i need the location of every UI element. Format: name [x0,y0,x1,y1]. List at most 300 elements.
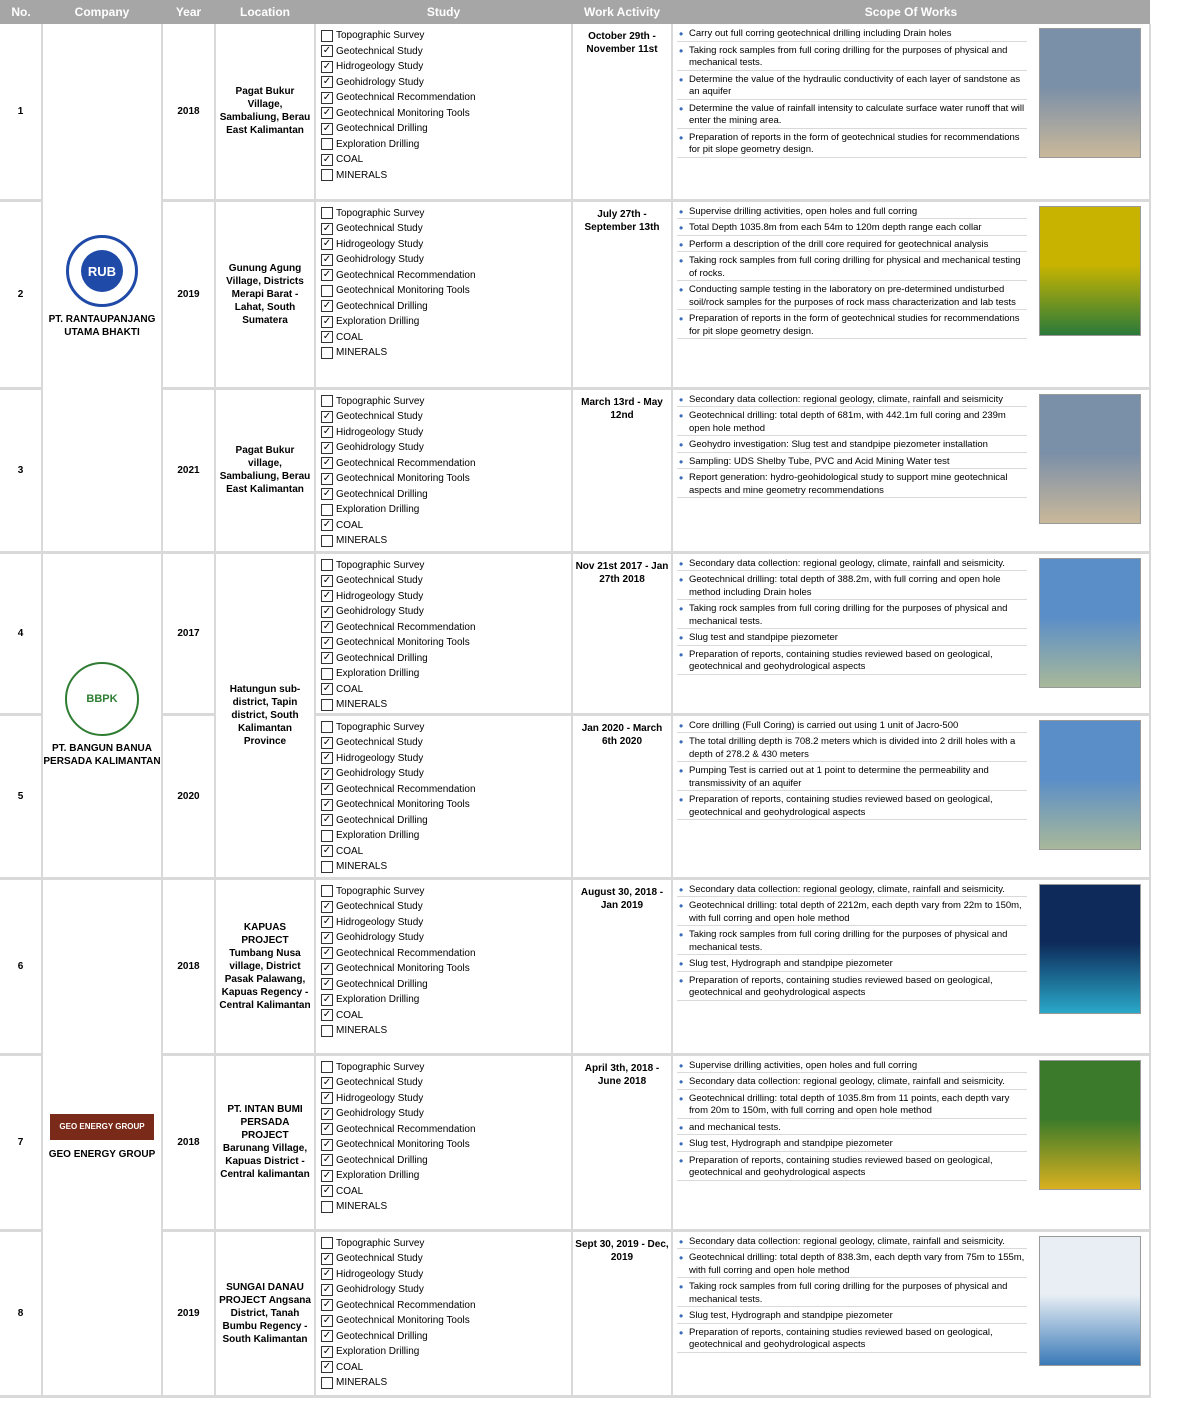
company-cell [42,878,162,1396]
work-activity: April 3th, 2018 - June 2018 [572,1054,672,1230]
table-row [0,388,1150,552]
study-item[interactable] [316,813,571,829]
row-number: 7 [0,1054,42,1230]
study-item[interactable] [316,471,571,487]
scope-list [673,1060,1027,1181]
study-item[interactable] [316,1008,571,1024]
scope-item: • Total Depth 1035.8m from each 54m to 120m depth range each collar [677,222,1027,236]
study-label: Geotechnical Study [336,1077,423,1089]
study-item[interactable] [316,1282,571,1298]
study-label: Geotechnical Recommendation [336,1299,476,1311]
scope-item: • Determine the value of rainfall intensity to calculate surface water runoff that will enter the mining area. [677,103,1027,129]
study-item[interactable] [316,782,571,798]
study-label: Geotechnical Recommendation [336,92,476,104]
scope-item: • Taking rock samples from full coring drilling for the purposes of physical and mechanical tests. [677,1281,1027,1307]
checkbox[interactable]: ✓ [322,91,332,103]
study-label: Geotechnical Monitoring Tools [336,963,470,975]
study-item[interactable] [316,345,571,361]
scope-item: • Geotechnical drilling: total depth of 2212m, each depth vary from 22m to 150m, with full corring and open hole method [677,900,1027,926]
checkbox[interactable]: ✓ [322,1138,332,1150]
checkbox[interactable] [321,1201,333,1213]
study-item[interactable] [316,766,571,782]
row-number: 6 [0,878,42,1054]
study-label: Exploration Drilling [336,668,420,680]
study-label: Exploration Drilling [336,1170,420,1182]
checkbox[interactable]: ✓ [322,1268,332,1280]
scope-item: • Carry out full corring geotechnical drilling including Drain holes [677,28,1027,42]
study-item[interactable] [316,977,571,993]
study-label: MINERALS [336,535,388,547]
study-item[interactable] [316,1251,571,1267]
study-label: COAL [336,1361,364,1373]
checkbox[interactable]: ✓ [322,153,332,165]
scope-item: • Slug test, Hydrograph and standpipe piezometer [677,958,1027,972]
study-label: COAL [336,331,364,343]
checkbox[interactable]: ✓ [322,519,332,531]
location: Hatungun sub-district, Tapin district, South Kalimantan Province [215,552,315,878]
study-item[interactable] [316,844,571,860]
checkbox[interactable]: ✓ [322,1361,332,1373]
study-item[interactable] [316,44,571,60]
study-label: Hidrogeology Study [336,61,424,73]
work-activity: Sept 30, 2019 - Dec, 2019 [572,1230,672,1396]
checkbox[interactable]: ✓ [322,1076,332,1088]
scope-item: • Preparation of reports, containing studies reviewed based on geological, geotechnical and geohydrological aspects [677,1155,1027,1181]
study-label: Geohidrology Study [336,442,424,454]
checkbox[interactable]: ✓ [322,122,332,134]
study-item[interactable] [316,1236,571,1252]
study-checklist [315,1230,572,1396]
study-item[interactable] [316,1168,571,1184]
table-row [0,24,1150,200]
study-item[interactable] [316,1153,571,1169]
study-item[interactable] [316,859,571,875]
study-item[interactable] [316,456,571,472]
scope-item: • Pumping Test is carried out at 1 point to determine the permeability and transmissivity of an aquifer [677,765,1027,791]
scope-of-works [672,878,1150,1054]
checkbox[interactable]: ✓ [322,238,332,250]
checkbox[interactable] [321,347,333,359]
row-number: 5 [0,714,42,878]
checkbox[interactable]: ✓ [322,441,332,453]
scope-item: • Slug test, Hydrograph and standpipe piezometer [677,1138,1027,1152]
year: 2020 [162,714,215,878]
checkbox[interactable]: ✓ [322,1330,332,1342]
row-number: 3 [0,388,42,552]
study-item[interactable] [316,533,571,549]
scope-item: • Slug test and standpipe piezometer [677,632,1027,646]
study-label: COAL [336,154,364,166]
study-label: MINERALS [336,699,388,711]
study-checklist [315,24,572,200]
report-cover-image [1039,720,1141,850]
checkbox[interactable]: ✓ [322,814,332,826]
study-label: COAL [336,1009,364,1021]
scope-item: • Secondary data collection: regional geology, climate, rainfall and seismicity. [677,1076,1027,1090]
study-item[interactable] [316,620,571,636]
scope-item: • Geotechnical drilling: total depth of 681m, with 442.1m full coring and 239m open hole method [677,410,1027,436]
scope-item: • Core drilling (Full Coring) is carried out using 1 unit of Jacro-500 [677,720,1027,734]
checkbox[interactable]: ✓ [322,410,332,422]
study-item[interactable] [316,1267,571,1283]
checkbox[interactable]: ✓ [322,300,332,312]
study-label: Hidrogeology Study [336,426,424,438]
study-checklist [315,878,572,1054]
location: KAPUAS PROJECT Tumbang Nusa village, District Pasak Palawang, Kapuas Regency - Central Kalimantan [215,878,315,1054]
study-item[interactable] [316,299,571,315]
checkbox[interactable]: ✓ [322,1009,332,1021]
scope-item: • Preparation of reports in the form of geotechnical studies for recommendations for pit slope geometry design. [677,313,1027,339]
report-cover-image [1039,558,1141,688]
header-location: Location [215,0,315,24]
location: PT. INTAN BUMI PERSADA PROJECT Barunang Village, Kapuas District - Central kalimantan [215,1054,315,1230]
study-item[interactable] [316,666,571,682]
checkbox[interactable]: ✓ [322,1283,332,1295]
study-item[interactable] [316,1298,571,1314]
checkbox[interactable]: ✓ [322,683,332,695]
checkbox[interactable]: ✓ [322,916,332,928]
checkbox[interactable]: ✓ [322,1107,332,1119]
work-activity: Jan 2020 - March 6th 2020 [572,714,672,878]
study-label: MINERALS [336,1201,388,1213]
scope-item: • Geotechnical drilling: total depth of 1035.8m from 11 points, each depth vary from 20m to 150m, with full corring and open hole method [677,1093,1027,1119]
company-cell [42,24,162,552]
study-item[interactable] [316,28,571,44]
study-item[interactable] [316,828,571,844]
year: 2018 [162,878,215,1054]
company-name: PT. BANGUN BANUA PERSADA KALIMANTAN [43,743,161,767]
study-item[interactable] [316,168,571,184]
study-item[interactable] [316,283,571,299]
checkbox[interactable]: ✓ [322,993,332,1005]
study-item[interactable] [316,1122,571,1138]
study-label: Topographic Survey [336,1061,425,1073]
study-item[interactable] [316,946,571,962]
scope-item: • Report generation: hydro-geohidological study to support mine geotechnical aspects and mine geometry recommendations [677,472,1027,498]
study-item[interactable] [316,314,571,330]
study-item[interactable] [316,206,571,222]
study-item[interactable] [316,268,571,284]
study-label: COAL [336,519,364,531]
scope-of-works [672,388,1150,552]
checkbox[interactable]: ✓ [322,752,332,764]
year: 2021 [162,388,215,552]
study-label: Geohidrology Study [336,76,424,88]
scope-item: • Preparation of reports, containing studies reviewed based on geological, geotechnical and geohydrological aspects [677,649,1027,675]
study-item[interactable] [316,1199,571,1215]
study-item[interactable] [316,59,571,75]
scope-item: • Preparation of reports, containing studies reviewed based on geological, geotechnical and geohydrological aspects [677,1327,1027,1353]
checkbox[interactable]: ✓ [322,1154,332,1166]
scope-item: • Preparation of reports, containing studies reviewed based on geological, geotechnical and geohydrological aspects [677,794,1027,820]
scope-of-works [672,1054,1150,1230]
company-name: PT. RANTAUPANJANG UTAMA BHAKTI [48,314,156,339]
study-item[interactable] [316,1313,571,1329]
study-label: Hidrogeology Study [336,916,424,928]
study-label: Hidrogeology Study [336,752,424,764]
study-item[interactable] [316,409,571,425]
checkbox[interactable] [321,1377,333,1389]
checkbox[interactable]: ✓ [322,1252,332,1264]
scope-item: • Secondary data collection: regional geology, climate, rainfall and seismicity. [677,1236,1027,1250]
checkbox[interactable]: ✓ [322,457,332,469]
study-item[interactable] [316,152,571,168]
checkbox[interactable] [321,207,333,219]
study-label: Geotechnical Recommendation [336,947,476,959]
checkbox[interactable] [321,1025,333,1037]
checkbox[interactable] [321,721,333,733]
checkbox[interactable] [321,668,333,680]
study-item[interactable] [316,899,571,915]
row-number: 2 [0,200,42,388]
checkbox[interactable]: ✓ [322,621,332,633]
checkbox[interactable] [321,559,333,571]
study-item[interactable] [316,75,571,91]
study-item[interactable] [316,604,571,620]
study-label: Geotechnical Recommendation [336,1123,476,1135]
checkbox[interactable]: ✓ [322,269,332,281]
study-item[interactable] [316,440,571,456]
study-label: COAL [336,845,364,857]
scope-list [673,884,1027,1001]
checkbox[interactable] [321,1061,333,1073]
checkbox[interactable]: ✓ [322,1314,332,1326]
checkbox[interactable]: ✓ [322,605,332,617]
report-cover-image [1039,884,1141,1014]
study-item[interactable] [316,884,571,900]
study-item[interactable] [316,1091,571,1107]
scope-list [673,206,1027,340]
scope-list [673,720,1027,821]
study-item[interactable] [316,1360,571,1376]
scope-item: • Slug test, Hydrograph and standpipe piezometer [677,1310,1027,1324]
study-item[interactable] [316,930,571,946]
scope-item: • Taking rock samples from full coring drilling for physical and mechanical testing of rocks. [677,255,1027,281]
work-activity: Nov 21st 2017 - Jan 27th 2018 [572,552,672,714]
study-checklist [315,714,572,878]
checkbox[interactable]: ✓ [322,1345,332,1357]
study-label: Geotechnical Drilling [336,1330,428,1342]
study-item[interactable] [316,252,571,268]
report-cover-image [1039,1060,1141,1190]
work-activity: July 27th - September 13th [572,200,672,388]
checkbox[interactable]: ✓ [322,767,332,779]
header-work-activity: Work Activity [572,0,672,24]
checkbox[interactable]: ✓ [322,60,332,72]
scope-item: • Geotechnical drilling: total depth of 388.2m, with full corring and open hole method including Drain holes [677,574,1027,600]
checkbox[interactable] [321,169,333,181]
study-item[interactable] [316,221,571,237]
company-logo: BBPK [65,662,139,736]
checkbox[interactable] [321,504,333,516]
study-item[interactable] [316,1106,571,1122]
checkbox[interactable] [321,861,333,873]
checkbox[interactable]: ✓ [322,1092,332,1104]
checkbox[interactable] [321,285,333,297]
company-name: GEO ENERGY GROUP [48,1148,156,1160]
study-label: Geohidrology Study [336,1108,424,1120]
study-item[interactable] [316,394,571,410]
study-item[interactable] [316,487,571,503]
scope-item: • Supervise drilling activities, open holes and full corring [677,1060,1027,1074]
work-activity: August 30, 2018 - Jan 2019 [572,878,672,1054]
study-item[interactable] [316,1184,571,1200]
study-item[interactable] [316,573,571,589]
study-item[interactable] [316,90,571,106]
study-item[interactable] [316,1375,571,1391]
checkbox[interactable]: ✓ [322,472,332,484]
checkbox[interactable] [321,1237,333,1249]
study-label: MINERALS [336,861,388,873]
study-item[interactable] [316,121,571,137]
checkbox[interactable]: ✓ [322,900,332,912]
checkbox[interactable] [321,138,333,150]
checkbox[interactable] [321,830,333,842]
checkbox[interactable]: ✓ [322,1169,332,1181]
checkbox[interactable]: ✓ [322,652,332,664]
scope-item: • Taking rock samples from full coring drilling for the purposes of physical and mechanical tests. [677,45,1027,71]
study-item[interactable] [316,961,571,977]
table-row [0,1230,1150,1396]
checkbox[interactable]: ✓ [322,1185,332,1197]
study-item[interactable] [316,425,571,441]
study-item[interactable] [316,697,571,713]
header-year: Year [162,0,215,24]
checkbox[interactable] [321,535,333,547]
study-label: Geotechnical Recommendation [336,457,476,469]
checkbox[interactable]: ✓ [322,636,332,648]
checkbox[interactable]: ✓ [322,331,332,343]
study-item[interactable] [316,635,571,651]
study-checklist [315,552,572,714]
study-item[interactable] [316,137,571,153]
study-item[interactable] [316,558,571,574]
scope-of-works [672,552,1150,714]
scope-list [673,558,1027,675]
study-item[interactable] [316,751,571,767]
study-item[interactable] [316,720,571,736]
location: SUNGAI DANAU PROJECT Angsana District, Tanah Bumbu Regency - South Kalimantan [215,1230,315,1396]
study-label: Topographic Survey [336,30,425,42]
checkbox[interactable]: ✓ [322,947,332,959]
checkbox[interactable]: ✓ [322,45,332,57]
checkbox[interactable]: ✓ [322,962,332,974]
study-label: Exploration Drilling [336,994,420,1006]
study-item[interactable] [316,797,571,813]
checkbox[interactable]: ✓ [322,931,332,943]
study-label: Geotechnical Drilling [336,300,428,312]
study-label: Exploration Drilling [336,830,420,842]
study-item[interactable] [316,1329,571,1345]
company-logo [66,235,138,307]
study-item[interactable] [316,502,571,518]
checkbox[interactable]: ✓ [322,1123,332,1135]
study-label: Geohidrology Study [336,1284,424,1296]
checkbox[interactable] [321,30,333,42]
scope-list [673,1236,1027,1353]
study-label: Geotechnical Monitoring Tools [336,107,470,119]
checkbox[interactable]: ✓ [322,253,332,265]
scope-list [673,394,1027,499]
header-scope: Scope Of Works [672,0,1150,24]
study-label: MINERALS [336,1025,388,1037]
checkbox[interactable] [321,699,333,711]
study-item[interactable] [316,1023,571,1039]
study-item[interactable] [316,1060,571,1076]
study-item[interactable] [316,106,571,122]
checkbox[interactable]: ✓ [322,845,332,857]
checkbox[interactable]: ✓ [322,222,332,234]
study-label: Geotechnical Monitoring Tools [336,1139,470,1151]
checkbox[interactable]: ✓ [322,783,332,795]
study-item[interactable] [316,992,571,1008]
checkbox[interactable]: ✓ [322,978,332,990]
study-label: Geotechnical Study [336,223,423,235]
study-label: Geotechnical Monitoring Tools [336,637,470,649]
study-checklist [315,200,572,388]
study-label: Geotechnical Drilling [336,488,428,500]
study-label: MINERALS [336,169,388,181]
header-study: Study [315,0,572,24]
study-item[interactable] [316,915,571,931]
checkbox[interactable]: ✓ [322,736,332,748]
checkbox[interactable]: ✓ [322,426,332,438]
scope-item: • Taking rock samples from full coring drilling for the purposes of physical and mechanical tests. [677,929,1027,955]
row-number: 4 [0,552,42,714]
study-item[interactable] [316,518,571,534]
location: Pagat Bukur Village, Sambaliung, Berau East Kalimantan [215,24,315,200]
checkbox[interactable]: ✓ [322,574,332,586]
study-label: Geotechnical Study [336,901,423,913]
checkbox[interactable] [321,885,333,897]
scope-item: • Geotechnical drilling: total depth of 838.3m, each depth vary from 75m to 155m, with full corring and open hole method [677,1252,1027,1278]
year: 2019 [162,1230,215,1396]
study-item[interactable] [316,237,571,253]
scope-of-works [672,714,1150,878]
checkbox[interactable]: ✓ [322,76,332,88]
checkbox[interactable]: ✓ [322,107,332,119]
checkbox[interactable]: ✓ [322,488,332,500]
scope-item: • Conducting sample testing in the laboratory on pre-determined undisturbed soil/rock samples for the purposes of rock mass characterization and lab tests [677,284,1027,310]
study-item[interactable] [316,651,571,667]
year: 2017 [162,552,215,714]
study-label: Geohidrology Study [336,606,424,618]
scope-item: • Secondary data collection: regional geology, climate, rainfall and seismicity [677,394,1027,408]
study-item[interactable] [316,735,571,751]
checkbox[interactable]: ✓ [322,1299,332,1311]
scope-item: • Secondary data collection: regional geology, climate, rainfall and seismicity. [677,558,1027,572]
study-item[interactable] [316,1137,571,1153]
study-label: Exploration Drilling [336,316,420,328]
checkbox[interactable] [321,395,333,407]
study-item[interactable] [316,330,571,346]
study-label: Geotechnical Study [336,737,423,749]
year: 2018 [162,1054,215,1230]
scope-of-works [672,24,1150,200]
study-item[interactable] [316,682,571,698]
study-item[interactable] [316,1344,571,1360]
checkbox[interactable]: ✓ [322,590,332,602]
checkbox[interactable]: ✓ [322,798,332,810]
table-row [0,1054,1150,1230]
study-label: Hidrogeology Study [336,1268,424,1280]
scope-item: • Sampling: UDS Shelby Tube, PVC and Acid Mining Water test [677,456,1027,470]
checkbox[interactable]: ✓ [322,315,332,327]
study-item[interactable] [316,589,571,605]
scope-item: • Determine the value of the hydraulic conductivity of each layer of sandstone as an aquifer [677,74,1027,100]
study-item[interactable] [316,1075,571,1091]
study-checklist [315,1054,572,1230]
